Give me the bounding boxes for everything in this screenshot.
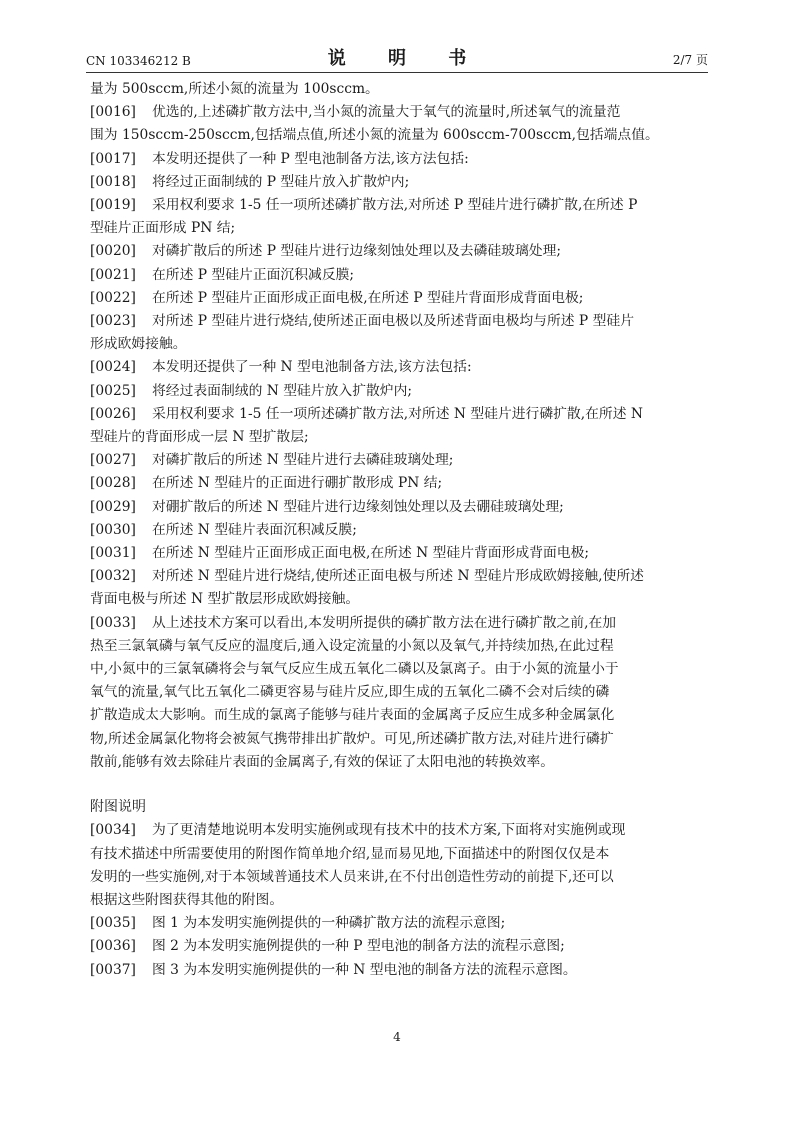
paragraph [90, 612, 708, 774]
text-line [90, 588, 708, 611]
text-line [90, 519, 708, 542]
paragraph-number: [0016] [90, 104, 136, 121]
line-text: 图 1 为本发明实施例提供的一种磷扩散方法的流程示意图; [152, 915, 506, 932]
paragraph-number: [0018] [90, 173, 136, 190]
line-text: 量为 500sccm,所述小氮的流量为 100sccm。 [90, 81, 379, 97]
line-text: 有技术描述中所需要使用的附图作简单地介绍,显而易见地,下面描述中的附图仅仅是本 [90, 845, 610, 862]
paragraph-number: [0021] [90, 266, 136, 283]
text-line [90, 287, 708, 310]
header-divider [86, 72, 708, 73]
line-text: 对所述 N 型硅片进行烧结,使所述正面电极与所述 N 型硅片形成欧姆接触,使所述 [152, 568, 644, 585]
paragraph [90, 959, 708, 982]
line-text: 型硅片正面形成 PN 结; [90, 220, 236, 237]
line-text: 对硼扩散后的所述 N 型硅片进行边缘刻蚀处理以及去硼硅玻璃处理; [152, 498, 564, 515]
text-line [90, 866, 708, 889]
paragraph-number: [0027] [90, 452, 136, 469]
line-text: 根据这些附图获得其他的附图。 [90, 891, 284, 908]
paragraph-number: [0028] [90, 475, 136, 492]
line-text: 为了更清楚地说明本发明实施例或现有技术中的技术方案,下面将对实施例或现 [152, 822, 626, 839]
text-line [90, 612, 708, 635]
document-title: 说 明 书 [327, 48, 485, 69]
line-text: 优选的,上述磷扩散方法中,当小氮的流量大于氧气的流量时,所述氧气的流量范 [152, 104, 621, 121]
line-text: 对所述 P 型硅片进行烧结,使所述正面电极以及所述背面电极均与所述 P 型硅片 [152, 313, 634, 330]
line-text: 扩散造成太大影响。而生成的氯离子能够与硅片表面的金属离子反应生成多种金属氯化 [90, 707, 615, 724]
paragraph [90, 264, 708, 287]
paragraph-number: [0030] [90, 521, 136, 538]
paragraph [90, 148, 708, 171]
text-line [90, 542, 708, 565]
paragraph [90, 380, 708, 403]
paragraph [90, 542, 708, 565]
paragraph-number: [0035] [90, 915, 136, 932]
line-text: 形成欧姆接触。 [90, 336, 187, 353]
paragraph [90, 912, 708, 935]
text-line [90, 264, 708, 287]
paragraph [90, 519, 708, 542]
text-line [90, 935, 708, 958]
page-header [86, 44, 708, 72]
text-line [90, 565, 708, 588]
line-text: 采用权利要求 1-5 任一项所述磷扩散方法,对所述 P 型硅片进行磷扩散,在所述 P [152, 197, 638, 214]
paragraph-number: [0020] [90, 243, 136, 260]
text-line [90, 310, 708, 333]
text-line [90, 333, 708, 356]
text-line [90, 356, 708, 379]
line-text: 背面电极与所述 N 型扩散层形成欧姆接触。 [90, 591, 360, 608]
line-text: 采用权利要求 1-5 任一项所述磷扩散方法,对所述 N 型硅片进行磷扩散,在所述 N [152, 405, 643, 422]
line-text: 将经过正面制绒的 P 型硅片放入扩散炉内; [152, 173, 410, 190]
text-line [90, 171, 708, 194]
page-number: 4 [393, 1030, 401, 1044]
line-text: 对磷扩散后的所述 P 型硅片进行边缘刻蚀处理以及去磷硅玻璃处理; [152, 243, 562, 260]
text-line [90, 472, 708, 495]
paragraph-number: [0026] [90, 405, 136, 422]
paragraph [90, 310, 708, 356]
document-body [90, 78, 708, 982]
paragraph-number: [0029] [90, 498, 136, 515]
paragraph-list-figures [90, 819, 708, 981]
line-text: 物,所述金属氯化物将会被氮气携带排出扩散炉。可见,所述磷扩散方法,对硅片进行磷扩 [90, 730, 614, 747]
line-text: 在所述 P 型硅片正面形成正面电极,在所述 P 型硅片背面形成背面电极; [152, 289, 584, 306]
text-line [90, 124, 708, 147]
paragraph [90, 935, 708, 958]
text-line [90, 380, 708, 403]
paragraph [90, 287, 708, 310]
page-indicator: 2/7 页 [672, 53, 708, 67]
line-text: 散前,能够有效去除硅片表面的金属离子,有效的保证了太阳电池的转换效率。 [90, 753, 555, 770]
line-text: 图 2 为本发明实施例提供的一种 P 型电池的制备方法的流程示意图; [152, 938, 565, 955]
text-line [90, 78, 708, 101]
text-line [90, 217, 708, 240]
text-line [90, 704, 708, 727]
line-text: 围为 150sccm-250sccm,包括端点值,所述小氮的流量为 600sccm-700sccm,包括端点值。 [90, 127, 659, 144]
text-line [90, 496, 708, 519]
paragraph [90, 449, 708, 472]
paragraph [90, 194, 708, 240]
paragraph-list [90, 78, 708, 774]
line-text: 将经过表面制绒的 N 型硅片放入扩散炉内; [152, 382, 413, 399]
text-line [90, 194, 708, 217]
paragraph-number: [0036] [90, 938, 136, 955]
text-line [90, 681, 708, 704]
text-line [90, 819, 708, 842]
line-text: 图 3 为本发明实施例提供的一种 N 型电池的制备方法的流程示意图。 [152, 961, 577, 978]
line-text: 本发明还提供了一种 P 型电池制备方法,该方法包括: [152, 150, 469, 167]
paragraph [90, 819, 708, 912]
paragraph [90, 240, 708, 263]
paragraph-number: [0037] [90, 961, 136, 978]
line-text: 对磷扩散后的所述 N 型硅片进行去磷硅玻璃处理; [152, 452, 454, 469]
line-text: 热至三氯氧磷与氧气反应的温度后,通入设定流量的小氮以及氧气,并持续加热,在此过程 [90, 637, 614, 654]
paragraph-number: [0019] [90, 197, 136, 214]
text-line [90, 889, 708, 912]
text-line [90, 635, 708, 658]
paragraph [90, 403, 708, 449]
line-text: 在所述 N 型硅片表面沉积减反膜; [152, 521, 357, 538]
paragraph [90, 171, 708, 194]
section-heading: 附图说明 [90, 799, 146, 816]
paragraph-number: [0025] [90, 382, 136, 399]
text-line [90, 101, 708, 124]
text-line [90, 912, 708, 935]
paragraph [90, 101, 708, 147]
paragraph-number: [0031] [90, 545, 136, 562]
text-line [90, 403, 708, 426]
line-text: 从上述技术方案可以看出,本发明所提供的磷扩散方法在进行磷扩散之前,在加 [152, 614, 617, 631]
paragraph-number: [0022] [90, 289, 136, 306]
line-text: 在所述 P 型硅片正面沉积减反膜; [152, 266, 355, 283]
paragraph [90, 472, 708, 495]
paragraph [90, 356, 708, 379]
text-line [90, 148, 708, 171]
line-text: 型硅片的背面形成一层 N 型扩散层; [90, 429, 309, 446]
paragraph-number: [0032] [90, 568, 136, 585]
line-text: 氧气的流量,氧气比五氧化二磷更容易与硅片反应,即生成的五氧化二磷不会对后续的磷 [90, 684, 610, 701]
line-text: 中,小氮中的三氯氧磷将会与氧气反应生成五氧化二磷以及氯离子。由于小氮的流量小于 [90, 661, 619, 678]
line-text: 在所述 N 型硅片正面形成正面电极,在所述 N 型硅片背面形成背面电极; [152, 545, 590, 562]
paragraph-number: [0017] [90, 150, 136, 167]
line-text: 在所述 N 型硅片的正面进行硼扩散形成 PN 结; [152, 475, 443, 492]
paragraph [90, 496, 708, 519]
text-line [90, 843, 708, 866]
text-line [90, 240, 708, 263]
paragraph-number: [0023] [90, 313, 136, 330]
paragraph-number: [0034] [90, 822, 136, 839]
line-text: 发明的一些实施例,对于本领域普通技术人员来讲,在不付出创造性劳动的前提下,还可以 [90, 868, 614, 885]
text-line [90, 658, 708, 681]
paragraph-number: [0024] [90, 359, 136, 376]
text-line [90, 728, 708, 751]
paragraph [90, 78, 708, 101]
text-line [90, 426, 708, 449]
paragraph-number: [0033] [90, 614, 136, 631]
paragraph [90, 565, 708, 611]
text-line [90, 449, 708, 472]
text-line [90, 959, 708, 982]
line-text: 本发明还提供了一种 N 型电池制备方法,该方法包括: [152, 359, 472, 376]
text-line [90, 751, 708, 774]
patent-number: CN 103346212 B [86, 54, 191, 68]
